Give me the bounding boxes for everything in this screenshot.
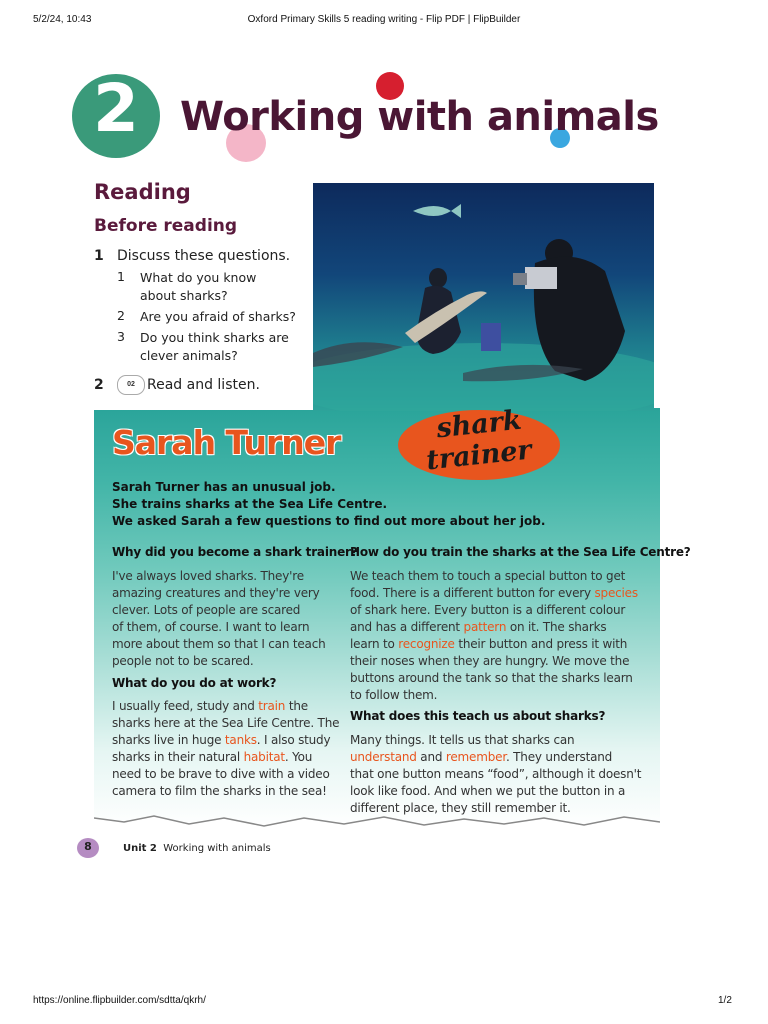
- answer-line: sharks in their natural habitat. You: [112, 750, 313, 764]
- answer-line: learn to recognize their button and press it with: [350, 637, 628, 651]
- before-reading-heading: Before reading: [94, 216, 238, 236]
- answer-line: sharks live in huge tanks. I also study: [112, 733, 331, 747]
- answer-line: different place, they still remember it.: [350, 801, 571, 815]
- question-line: Do you think sharks are: [140, 330, 289, 345]
- reading-heading: Reading: [94, 180, 191, 204]
- vocabulary-word: recognize: [398, 637, 455, 651]
- vocabulary-word: tanks: [224, 733, 257, 747]
- print-url: https://online.flipbuilder.com/sdtta/qkrh/: [33, 995, 206, 1006]
- vocabulary-word: habitat: [243, 750, 285, 764]
- question-heading: How do you train the sharks at the Sea Life Centre?: [350, 545, 691, 559]
- question-number: 1: [117, 269, 125, 284]
- print-page-count: 1/2: [718, 995, 732, 1006]
- audio-track-icon[interactable]: 02: [117, 375, 145, 395]
- unit-title: Working with animals: [180, 94, 659, 140]
- print-timestamp: 5/2/24, 10:43: [33, 14, 92, 25]
- question-heading: What does this teach us about sharks?: [350, 709, 606, 723]
- article-intro-line: She trains sharks at the Sea Life Centre.: [112, 497, 388, 511]
- article-panel: [94, 408, 660, 828]
- answer-line: We teach them to touch a special button to get: [350, 569, 626, 583]
- question-line: What do you know: [140, 270, 257, 285]
- answer-line: people not to be scared.: [112, 654, 254, 668]
- answer-line: amazing creatures and they're very: [112, 586, 320, 600]
- article-intro-line: Sarah Turner has an unusual job.: [112, 480, 336, 494]
- answer-line: more about them so that I can teach: [112, 637, 326, 651]
- torn-paper-edge: [94, 812, 660, 838]
- article-intro-line: We asked Sarah a few questions to find out more about her job.: [112, 514, 546, 528]
- answer-line: I've always loved sharks. They're: [112, 569, 304, 583]
- unit-number: 2: [93, 70, 139, 147]
- badge-line-2: trainer: [424, 434, 534, 477]
- vocabulary-word: understand: [350, 750, 417, 764]
- underwater-scene: [313, 183, 654, 411]
- vocabulary-word: species: [594, 586, 638, 600]
- answer-line: need to be brave to dive with a video: [112, 767, 330, 781]
- answer-line: look like food. And when we put the button in a: [350, 784, 626, 798]
- answer-line: that one button means “food”, although it doesn't: [350, 767, 642, 781]
- page-number: 8: [84, 840, 92, 853]
- shark-diver-photo: [313, 183, 654, 411]
- diver-with-shark-silhouette: [405, 268, 501, 354]
- question-line: clever animals?: [140, 348, 238, 363]
- answer-line: to follow them.: [350, 688, 438, 702]
- vocabulary-word: pattern: [463, 620, 507, 634]
- answer-line: buttons around the tank so that the sharks learn: [350, 671, 633, 685]
- article-headline: Sarah Turner: [112, 423, 341, 462]
- vocabulary-word: train: [258, 699, 286, 713]
- task2-number: 2: [94, 377, 104, 393]
- task1-text: Discuss these questions.: [117, 248, 291, 264]
- print-doc-title: Oxford Primary Skills 5 reading writing - Flip PDF | FlipBuilder: [247, 14, 521, 25]
- answer-line: food. There is a different button for every species: [350, 586, 638, 600]
- vocabulary-word: remember: [445, 750, 506, 764]
- question-heading: Why did you become a shark trainer?: [112, 545, 358, 559]
- question-number: 2: [117, 308, 125, 323]
- answer-line: their noses when they are hungry. We move the: [350, 654, 630, 668]
- answer-line: Many things. It tells us that sharks can: [350, 733, 575, 747]
- footer-unit-label: Unit 2 Working with animals: [123, 843, 271, 854]
- small-fish-icon: [413, 204, 461, 218]
- question-line: about sharks?: [140, 288, 228, 303]
- answer-line: clever. Lots of people are scared: [112, 603, 301, 617]
- task2-text: Read and listen.: [147, 377, 260, 393]
- task1-number: 1: [94, 248, 104, 264]
- answer-line: camera to film the sharks in the sea!: [112, 784, 327, 798]
- answer-line: and has a different pattern on it. The sharks: [350, 620, 607, 634]
- answer-line: of shark here. Every button is a different colour: [350, 603, 626, 617]
- answer-line: understand and remember. They understand: [350, 750, 613, 764]
- answer-line: I usually feed, study and train the: [112, 699, 308, 713]
- question-number: 3: [117, 329, 125, 344]
- badge-line-1: shark: [434, 404, 524, 445]
- question-line: Are you afraid of sharks?: [140, 309, 296, 324]
- answer-line: sharks here at the Sea Life Centre. The: [112, 716, 340, 730]
- answer-line: of them, of course. I want to learn: [112, 620, 310, 634]
- question-heading: What do you do at work?: [112, 676, 277, 690]
